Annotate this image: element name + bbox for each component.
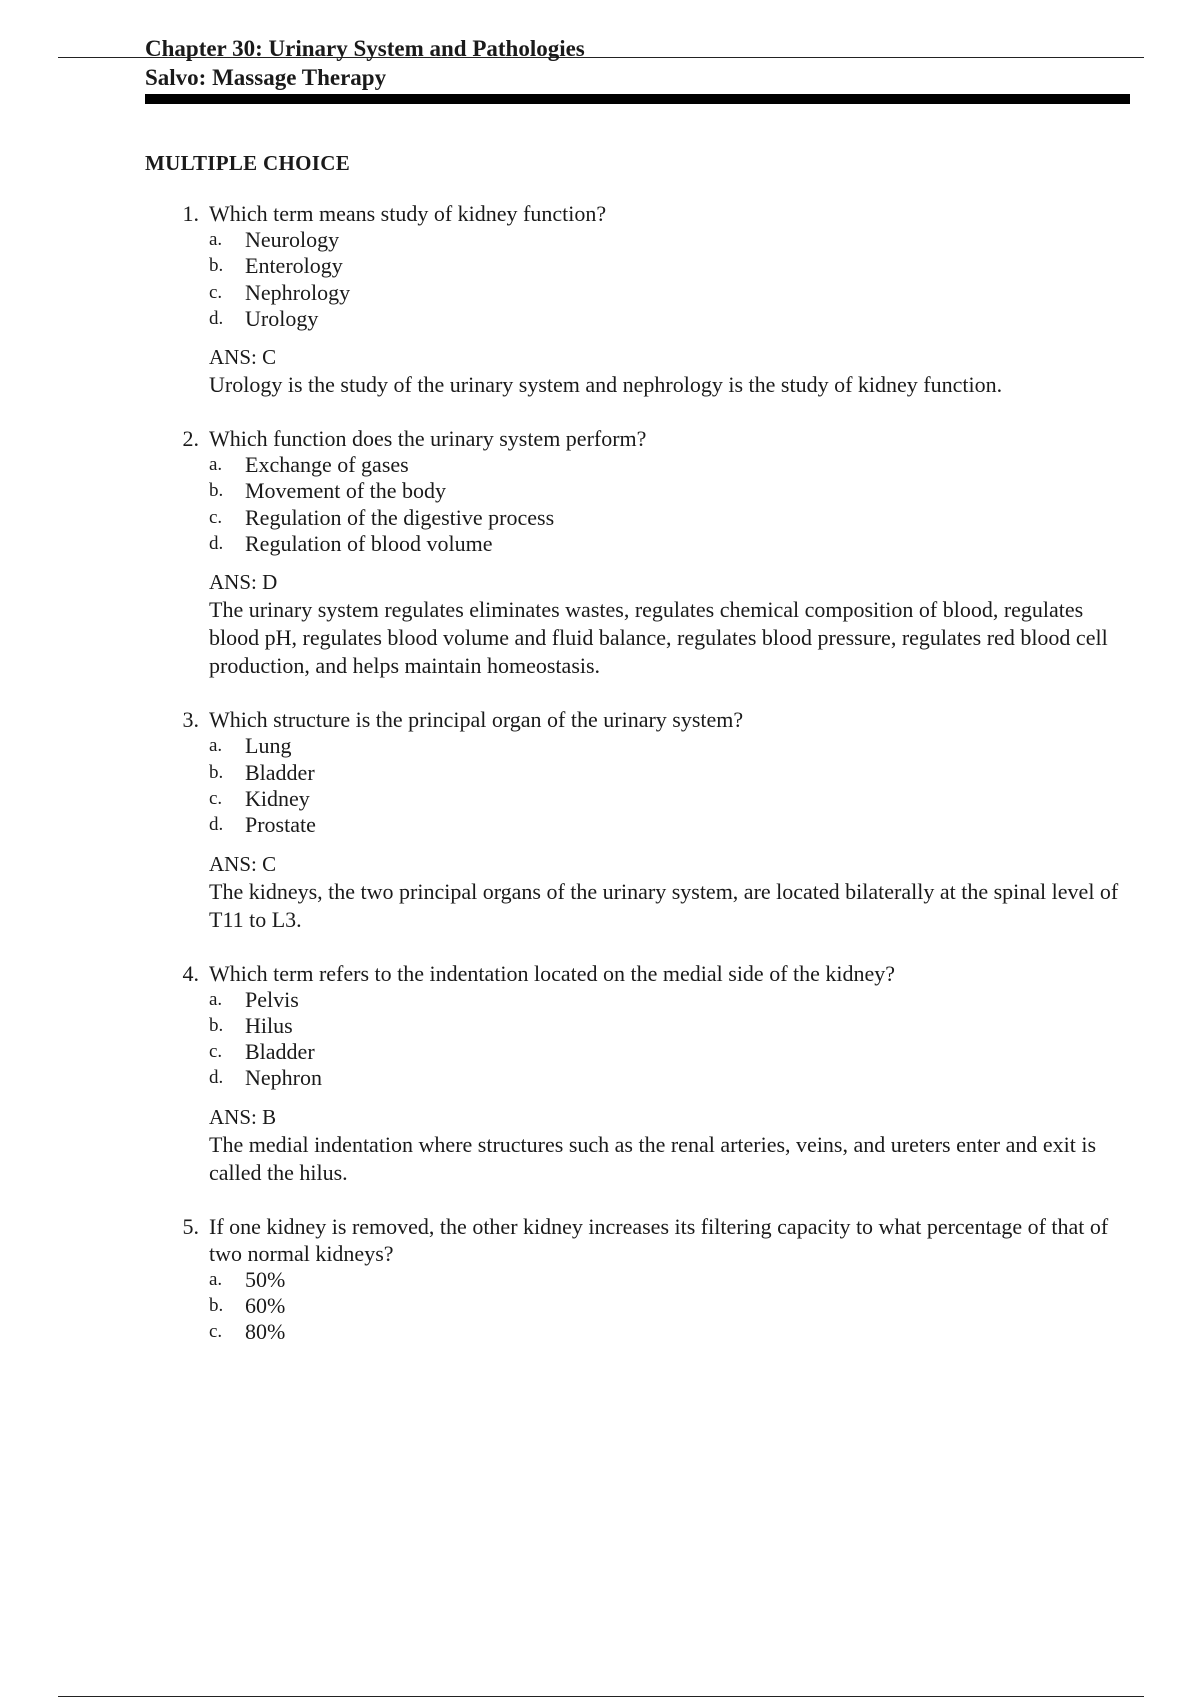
option-letter: a.: [209, 229, 223, 250]
option-letter: d.: [209, 814, 224, 836]
answer-option: [209, 1267, 1130, 1293]
option-text: Urology: [245, 305, 319, 331]
answer-option: [209, 1293, 1130, 1319]
question-number: 3.: [182, 707, 199, 733]
option-text: 50%: [245, 1266, 286, 1292]
answer-key: ANS: C: [209, 345, 277, 370]
answer-option: [209, 1013, 1130, 1039]
answer-option: [209, 452, 1130, 478]
option-text: 60%: [245, 1293, 286, 1319]
answer-option: [209, 786, 1130, 812]
question-stem: [145, 425, 1130, 452]
question-stem: [145, 1213, 1130, 1267]
answer-block: [209, 851, 1130, 934]
question-text: Which term means study of kidney function?: [209, 201, 607, 226]
question-item: [145, 425, 1130, 680]
answer-block: [209, 344, 1130, 399]
option-list: [209, 1267, 1130, 1346]
option-list: [209, 452, 1130, 557]
option-letter: c.: [209, 281, 223, 303]
option-list: [209, 227, 1130, 332]
question-item: [145, 960, 1130, 1187]
chapter-title: Chapter 30: Urinary System and Pathologies: [145, 36, 585, 61]
footer-rule: [58, 1696, 1144, 1697]
option-text: Neurology: [245, 227, 340, 252]
answer-option: [209, 1319, 1130, 1345]
answer-block: [209, 569, 1130, 680]
option-list: [209, 987, 1130, 1092]
answer-explanation: The urinary system regulates eliminates wastes, regulates chemical composition of blood, regulates blood pH, regulates blood volume and fluid balance, regulates blood pressure, regulates red blood cell production, and helps maintain homeostasis.: [209, 597, 1108, 679]
option-letter: b.: [209, 761, 224, 783]
option-letter: a.: [209, 735, 223, 757]
option-letter: a.: [209, 988, 223, 1010]
question-number: 1.: [182, 201, 199, 226]
option-text: Nephrology: [245, 279, 351, 305]
option-text: Prostate: [245, 812, 316, 838]
answer-key: ANS: B: [209, 1104, 277, 1129]
answer-option: [209, 253, 1130, 279]
option-letter: a.: [209, 1268, 223, 1290]
answer-option: [209, 227, 1130, 253]
question-text: If one kidney is removed, the other kidney increases its filtering capacity to what percentage of that of two normal kidneys?: [209, 1213, 1109, 1266]
option-text: Hilus: [245, 1012, 293, 1038]
option-letter: b.: [209, 480, 224, 502]
option-letter: b.: [209, 255, 224, 277]
option-text: Enterology: [245, 253, 343, 279]
question-text: Which term refers to the indentation located on the medial side of the kidney?: [209, 960, 896, 986]
option-letter: b.: [209, 1014, 224, 1036]
option-letter: b.: [209, 1295, 224, 1317]
answer-option: [209, 280, 1130, 306]
option-letter: c.: [209, 787, 223, 809]
answer-explanation: Urology is the study of the urinary system and nephrology is the study of kidney function.: [209, 372, 1003, 398]
answer-explanation: The kidneys, the two principal organs of the urinary system, are located bilaterally at the spinal level of T11 to L3.: [209, 878, 1119, 932]
answer-explanation: The medial indentation where structures such as the renal arteries, veins, and ureters enter and exit is called the hilus.: [209, 1131, 1097, 1185]
option-text: Pelvis: [245, 986, 299, 1012]
question-number: 5.: [182, 1213, 199, 1239]
document-header: [145, 34, 1130, 104]
question-item: [145, 706, 1130, 933]
option-letter: d.: [209, 1067, 224, 1089]
question-text: Which function does the urinary system perform?: [209, 426, 647, 452]
option-list: [209, 733, 1130, 838]
question-item: [145, 200, 1130, 399]
question-list: [145, 200, 1130, 1372]
option-letter: c.: [209, 1321, 223, 1343]
answer-option: [209, 812, 1130, 838]
answer-option: [209, 478, 1130, 504]
option-text: 80%: [245, 1319, 286, 1345]
answer-option: [209, 733, 1130, 759]
answer-key: ANS: D: [209, 570, 278, 595]
question-stem: [145, 960, 1130, 987]
option-letter: c.: [209, 506, 223, 528]
question-number: 4.: [182, 960, 199, 986]
question-number: 2.: [182, 426, 199, 452]
option-text: Regulation of the digestive process: [245, 504, 555, 530]
answer-option: [209, 987, 1130, 1013]
option-text: Bladder: [245, 759, 315, 785]
answer-key: ANS: C: [209, 851, 277, 876]
option-letter: c.: [209, 1041, 223, 1063]
question-stem: [145, 706, 1130, 733]
answer-option: [209, 760, 1130, 786]
header-divider: [145, 94, 1130, 104]
section-title: MULTIPLE CHOICE: [145, 151, 351, 175]
option-text: Exchange of gases: [245, 452, 409, 478]
answer-option: [209, 1065, 1130, 1091]
option-letter: a.: [209, 454, 223, 476]
answer-option: [209, 531, 1130, 557]
option-text: Lung: [245, 733, 292, 759]
answer-option: [209, 306, 1130, 332]
option-text: Bladder: [245, 1039, 315, 1065]
answer-option: [209, 1039, 1130, 1065]
question-item: [145, 1213, 1130, 1346]
option-text: Movement of the body: [245, 478, 447, 504]
option-letter: d.: [209, 307, 224, 329]
answer-block: [209, 1104, 1130, 1187]
answer-option: [209, 505, 1130, 531]
option-text: Nephron: [245, 1065, 322, 1091]
question-text: Which structure is the principal organ of the urinary system?: [209, 707, 744, 733]
book-title: Salvo: Massage Therapy: [145, 65, 387, 90]
option-text: Kidney: [245, 785, 310, 811]
option-text: Regulation of blood volume: [245, 531, 493, 557]
question-stem: [145, 200, 1130, 227]
option-letter: d.: [209, 533, 224, 555]
